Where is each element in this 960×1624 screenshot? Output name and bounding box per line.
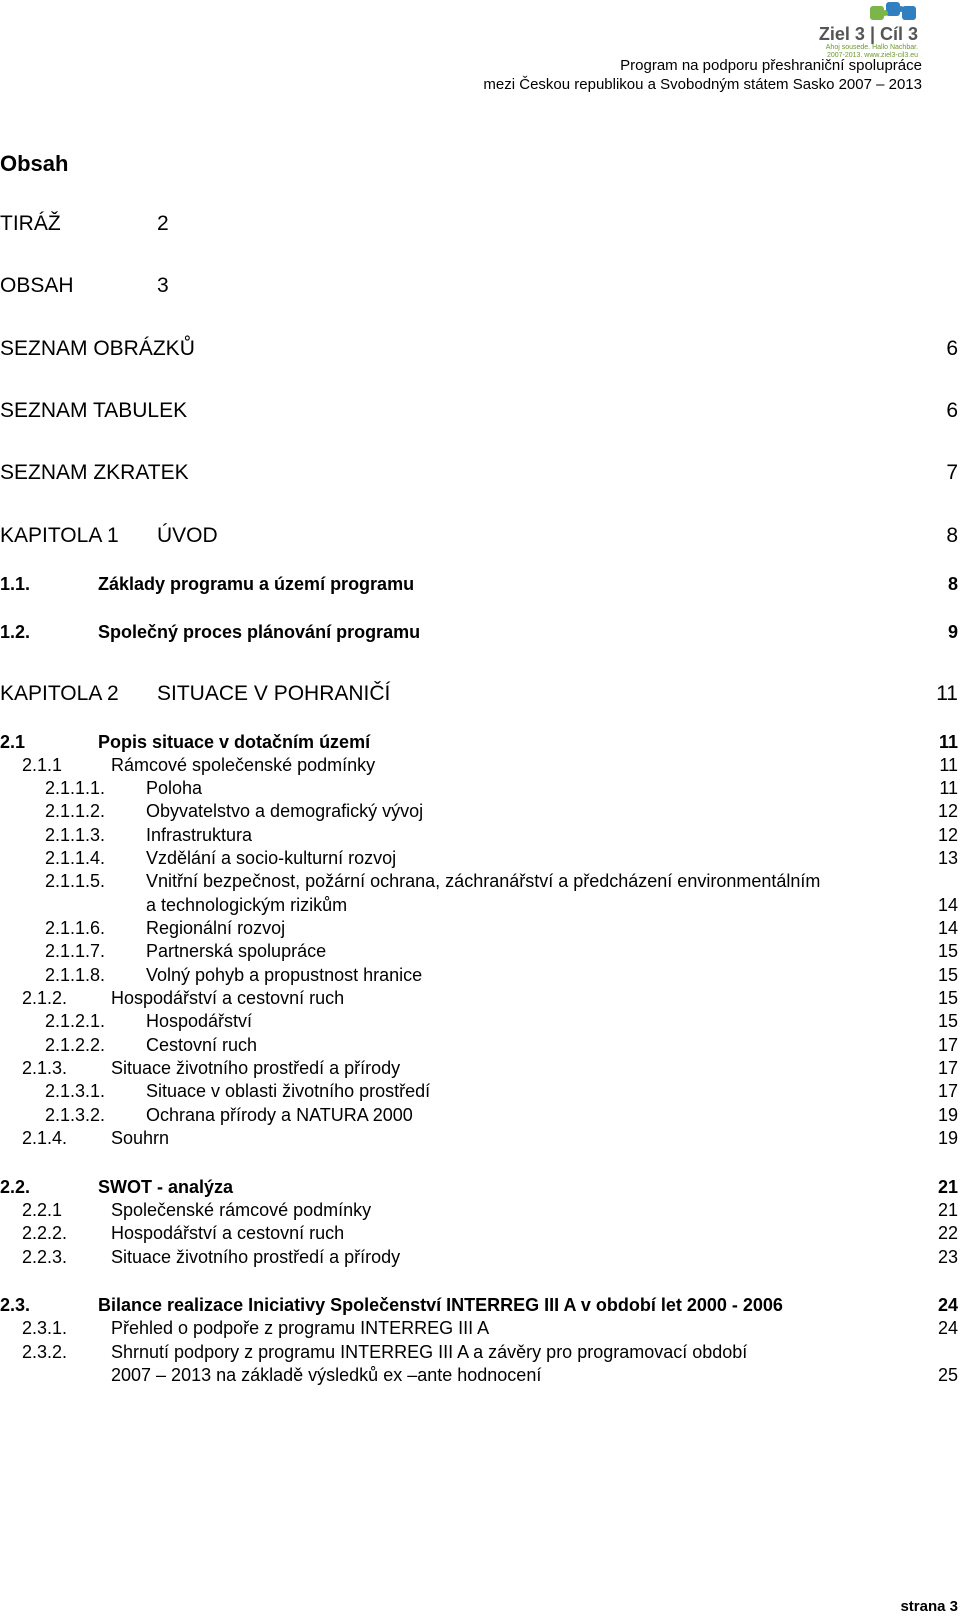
toc-entry-number: OBSAH [0, 274, 74, 297]
toc-entry[interactable] [0, 1200, 958, 1222]
toc-entry-number: 2.1.1.3. [45, 825, 106, 845]
toc-entry[interactable] [0, 1223, 958, 1245]
toc-entry-title: Situace v oblasti životního prostředí [146, 1081, 431, 1101]
toc-entry-number: 2.2.2. [22, 1223, 68, 1243]
toc-entry[interactable] [0, 1011, 958, 1033]
toc-entry-number: 2.1.2. [22, 988, 68, 1008]
toc-entry-number: 2.1.1.4. [45, 848, 106, 868]
toc-entry[interactable] [0, 274, 958, 296]
toc-entry[interactable] [0, 871, 958, 893]
toc-entry[interactable] [0, 1128, 958, 1150]
program-title-line1: Program na podporu přeshraniční spolupráce [620, 57, 922, 74]
toc-entry-title: Společný proces plánování programu [98, 622, 421, 642]
toc-entry-number: SEZNAM OBRÁZKŮ [0, 337, 195, 360]
toc-entry[interactable] [0, 988, 958, 1010]
toc-entry-page: 7 [946, 461, 958, 484]
toc-entry-number: 2.1.1.1. [45, 778, 106, 798]
toc-entry-page: 6 [946, 337, 958, 360]
toc-entry[interactable] [0, 337, 958, 359]
toc-entry-number: 2.2. [0, 1177, 31, 1197]
toc-entry-continuation[interactable] [0, 1365, 958, 1387]
toc-entry-title-line2: 2007 – 2013 na základě výsledků ex –ante hodnocení [111, 1365, 542, 1385]
toc-entry-page: 17 [937, 1035, 958, 1055]
toc-entry[interactable] [0, 622, 958, 644]
toc-entry-page: 14 [937, 918, 958, 938]
toc-entry-number: KAPITOLA 2 [0, 682, 119, 705]
toc-entry-number: 2.1.3. [22, 1058, 68, 1078]
toc-entry[interactable] [0, 1081, 958, 1103]
toc-entry-page: 24 [937, 1295, 958, 1315]
toc-entry[interactable] [0, 461, 958, 483]
toc-entry[interactable] [0, 1295, 958, 1317]
logo-tagline-line1: Ahoj sousede. Hallo Nachbar. [825, 44, 918, 51]
toc-entry-page: 12 [937, 801, 958, 821]
toc-entry-page: 15 [937, 1011, 958, 1031]
toc-entry-number: KAPITOLA 1 [0, 524, 119, 547]
toc-entry-number: 2.1.1.2. [45, 801, 106, 821]
toc-entry[interactable] [0, 1342, 958, 1364]
logo-title: Ziel 3 | Cíl 3 [818, 24, 918, 44]
toc-entry-number: 2.2.1 [22, 1200, 63, 1220]
toc-entry-page: 2 [157, 212, 169, 235]
toc-entry-page: 23 [937, 1247, 958, 1267]
toc-entry-title: Obyvatelstvo a demografický vývoj [146, 801, 424, 821]
toc-heading: Obsah [0, 151, 69, 176]
toc-entry-page: 6 [946, 399, 958, 422]
toc-entry-title: Cestovní ruch [146, 1035, 258, 1055]
toc-entry-page: 11 [939, 755, 958, 775]
toc-entry-page: 11 [936, 682, 958, 705]
toc-entry-number: 2.1.1 [22, 755, 63, 775]
toc-entry-title-line2: a technologickým rizikům [146, 895, 348, 915]
page-number: strana 3 [900, 1598, 958, 1615]
toc-entry-number: SEZNAM TABULEK [0, 399, 188, 422]
toc-entry-page: 12 [937, 825, 958, 845]
toc-entry[interactable] [0, 1318, 958, 1340]
toc-entry-title: Partnerská spolupráce [146, 941, 327, 961]
toc-entry-number: 2.1.3.2. [45, 1105, 106, 1125]
toc-entry-page: 21 [937, 1200, 958, 1220]
toc-entry-page: 19 [937, 1105, 958, 1125]
toc-entry-title: Společenské rámcové podmínky [111, 1200, 372, 1220]
toc-entry-title: SITUACE V POHRANIČÍ [157, 682, 391, 705]
toc-entry-title: SWOT - analýza [98, 1177, 234, 1197]
toc-entry[interactable] [0, 1105, 958, 1127]
toc-entry-page: 24 [937, 1318, 958, 1338]
toc-entry-number: 1.1. [0, 574, 31, 594]
ziel3-cil3-logo [818, 0, 922, 59]
toc-entry-number: 2.3. [0, 1295, 31, 1315]
toc-entry-title: Hospodářství a cestovní ruch [111, 988, 345, 1008]
toc-entry-title: ÚVOD [157, 524, 218, 547]
toc-entry-title: Základy programu a území programu [98, 574, 415, 594]
toc-entry-title: Rámcové společenské podmínky [111, 755, 376, 775]
toc-entry[interactable] [0, 1035, 958, 1057]
toc-entry[interactable] [0, 732, 958, 754]
toc-entry-title: Vnitřní bezpečnost, požární ochrana, záchranářství a předcházení environmentálním [146, 871, 821, 891]
toc-entry-number: 2.1.1.5. [45, 871, 106, 891]
toc-entry-number: 2.1.1.8. [45, 965, 106, 985]
toc-entry-title: Poloha [146, 778, 203, 798]
toc-entry-number: 2.1.1.6. [45, 918, 106, 938]
toc-entry[interactable] [0, 825, 958, 847]
toc-entry-page: 21 [937, 1177, 958, 1197]
toc-entry-page: 22 [937, 1223, 958, 1243]
toc-entry-title: Infrastruktura [146, 825, 253, 845]
toc-entry-number: 2.1 [0, 732, 26, 752]
puzzle-logo-icon [868, 0, 922, 26]
toc-entry-number: 2.1.4. [22, 1128, 68, 1148]
toc-entry-title: Souhrn [111, 1128, 170, 1148]
toc-entry-number: 1.2. [0, 622, 31, 642]
toc-entry[interactable] [0, 1177, 958, 1199]
toc-entry-page: 3 [157, 274, 169, 297]
toc-entry[interactable] [0, 965, 958, 987]
toc-entry-page: 15 [937, 988, 958, 1008]
toc-entry-number: 2.3.2. [22, 1342, 68, 1362]
toc-entry-page: 9 [947, 622, 958, 642]
toc-entry-number: SEZNAM ZKRATEK [0, 461, 189, 484]
toc-entry-number: 2.2.3. [22, 1247, 68, 1267]
program-title-line2: mezi Českou republikou a Svobodným státem Sasko 2007 – 2013 [483, 76, 922, 93]
toc-entry-number: 2.1.2.1. [45, 1011, 106, 1031]
toc-entry[interactable] [0, 1247, 958, 1269]
toc-entry[interactable] [0, 574, 958, 596]
toc-entry[interactable] [0, 941, 958, 963]
toc-entry-title: Regionální rozvoj [146, 918, 286, 938]
toc-entry[interactable] [0, 1058, 958, 1080]
toc-entry-number: 2.1.3.1. [45, 1081, 106, 1101]
toc-entry-number: 2.1.2.2. [45, 1035, 106, 1055]
toc-entry-title: Bilance realizace Iniciativy Společenství INTERREG III A v období let 2000 - 2006 [98, 1295, 783, 1315]
toc-entry[interactable] [0, 801, 958, 823]
toc-entry-page: 17 [937, 1058, 958, 1078]
toc-entry-title: Vzdělání a socio-kulturní rozvoj [146, 848, 397, 868]
toc-entry[interactable] [0, 778, 958, 800]
toc-entry-number: 2.1.1.7. [45, 941, 106, 961]
toc-entry-number: 2.3.1. [22, 1318, 68, 1338]
logo-tagline-line2: 2007-2013. www.ziel3-cil3.eu [826, 52, 918, 59]
toc-entry-page: 25 [937, 1365, 958, 1385]
toc-entry-title: Přehled o podpoře z programu INTERREG III A [111, 1318, 490, 1338]
toc-entry-title: Ochrana přírody a NATURA 2000 [146, 1105, 413, 1125]
toc-entry[interactable] [0, 682, 958, 704]
toc-entry-page: 19 [937, 1128, 958, 1148]
toc-entry-title: Volný pohyb a propustnost hranice [146, 965, 423, 985]
toc-entry-title: Popis situace v dotačním území [98, 732, 371, 752]
toc-entry[interactable] [0, 399, 958, 421]
toc-entry-page: 13 [937, 848, 958, 868]
toc-entry-title: Hospodářství a cestovní ruch [111, 1223, 345, 1243]
toc-entry-page: 14 [937, 895, 958, 915]
toc-entry-page: 15 [937, 965, 958, 985]
toc-entry-page: 15 [937, 941, 958, 961]
toc-entry-number: TIRÁŽ [0, 212, 61, 235]
toc-entry-title: Hospodářství [146, 1011, 253, 1031]
toc-entry[interactable] [0, 918, 958, 940]
toc-entry-page: 8 [947, 574, 958, 594]
toc-entry-page: 17 [937, 1081, 958, 1101]
toc-entry-title: Situace životního prostředí a přírody [111, 1058, 401, 1078]
toc-entry[interactable] [0, 848, 958, 870]
toc-entry[interactable] [0, 212, 958, 234]
toc-entry-page: 8 [946, 524, 958, 547]
toc-entry[interactable] [0, 524, 958, 546]
toc-entry-continuation[interactable] [0, 895, 958, 917]
toc-entry[interactable] [0, 755, 958, 777]
toc-entry-page: 11 [938, 732, 958, 752]
toc-entry-title: Situace životního prostředí a přírody [111, 1247, 401, 1267]
toc-entry-page: 11 [939, 778, 958, 798]
toc-entry-title: Shrnutí podpory z programu INTERREG III A a závěry pro programovací období [111, 1342, 748, 1362]
